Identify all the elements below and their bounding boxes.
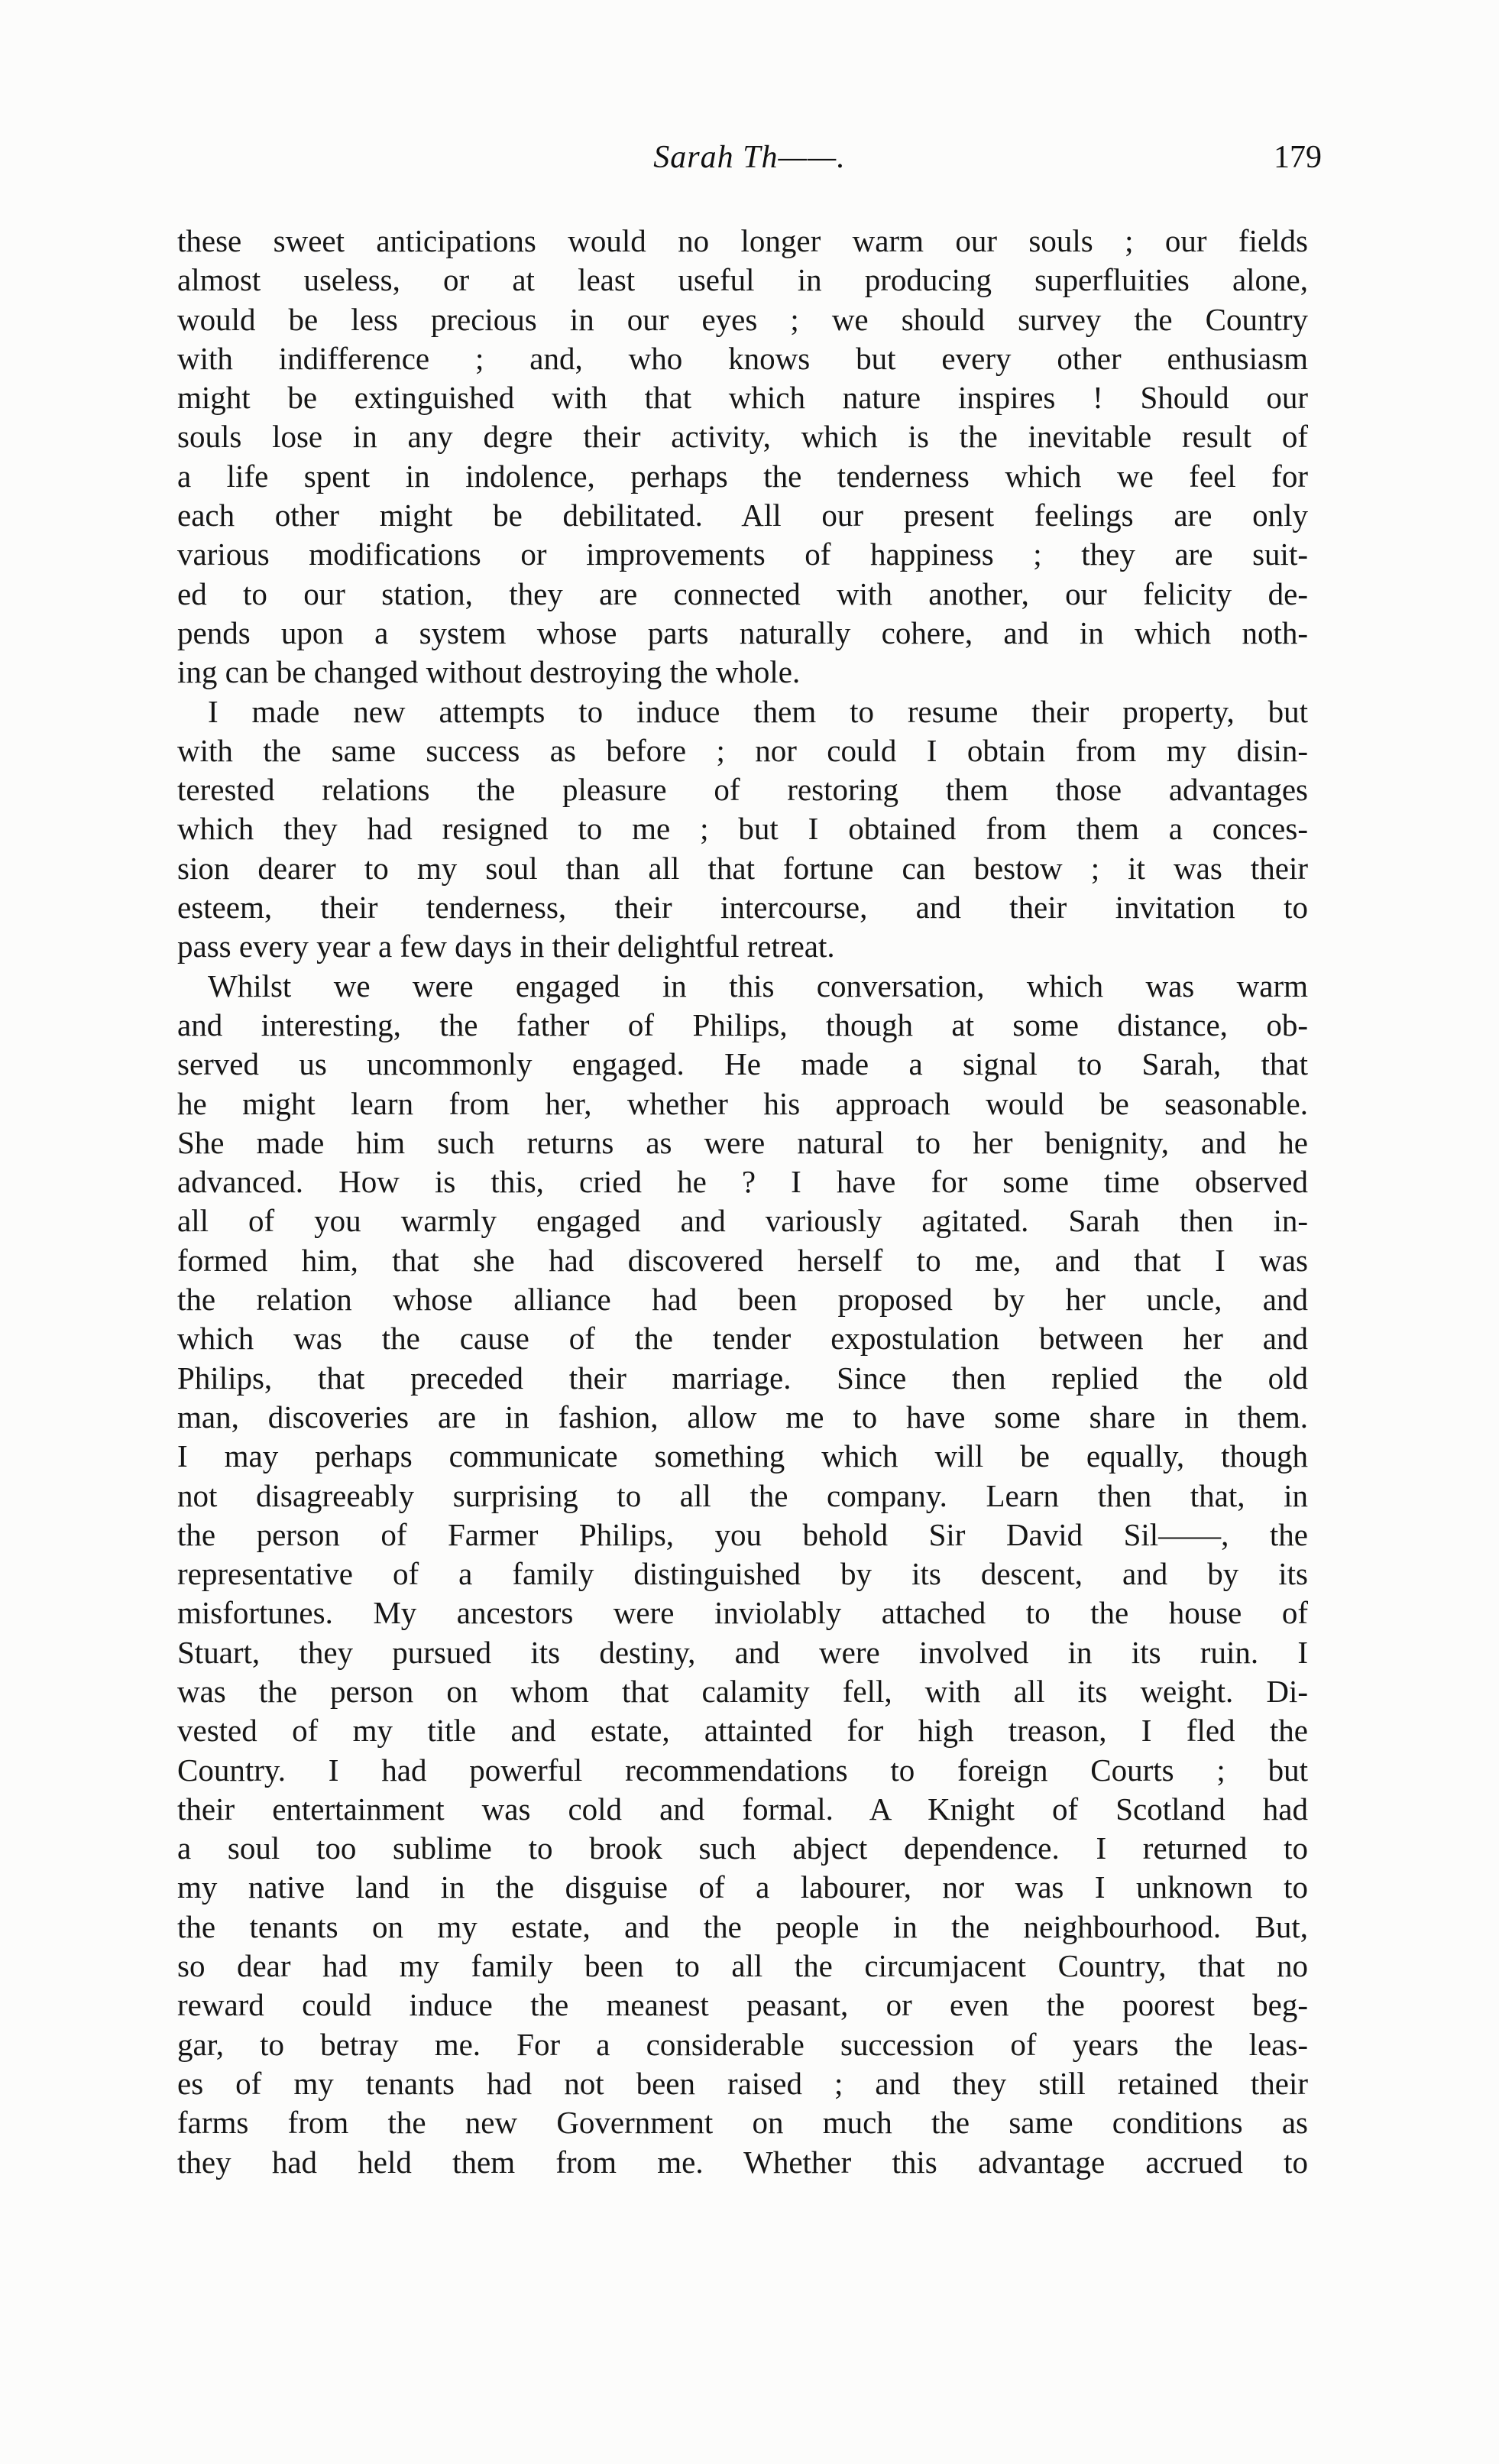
text-line: a life spent in indolence, perhaps the tenderness which we feel for <box>177 458 1308 494</box>
text-line: not disagreeably surprising to all the company. Learn then that, in <box>177 1477 1308 1513</box>
text-line: esteem, their tenderness, their intercourse, and their invitation to <box>177 890 1308 926</box>
text-line: Whilst we were engaged in this conversation, which was warm <box>208 968 1308 1003</box>
text-line: the person of Farmer Philips, you behold Sir David Sil——, the <box>177 1516 1308 1552</box>
text-line: es of my tenants had not been raised ; and they still retained their <box>177 2065 1308 2101</box>
text-line: representative of a family distinguished by its descent, and by its <box>177 1556 1308 1592</box>
text-line: my native land in the disguise of a labourer, nor was I unknown to <box>177 1869 1308 1905</box>
text-line: souls lose in any degre their activity, which is the inevitable result of <box>177 419 1308 455</box>
text-line: which was the cause of the tender expostulation between her and <box>177 1321 1308 1357</box>
paragraph <box>177 222 1308 692</box>
text-line: Philips, that preceded their marriage. Since then replied the old <box>177 1360 1308 1396</box>
text-line: served us uncommonly engaged. He made a signal to Sarah, that <box>177 1046 1308 1082</box>
text-line: I made new attempts to induce them to resume their property, but <box>208 693 1308 729</box>
text-line: their entertainment was cold and formal. A Knight of Scotland had <box>177 1791 1308 1827</box>
text-line: Country. I had powerful recommendations to foreign Courts ; but <box>177 1752 1308 1788</box>
text-line: so dear had my family been to all the circumjacent Country, that no <box>177 1948 1308 1984</box>
text-line: might be extinguished with that which nature inspires ! Should our <box>177 380 1308 416</box>
text-line: would be less precious in our eyes ; we should survey the Country <box>177 301 1308 337</box>
text-line: terested relations the pleasure of restoring them those advantages <box>177 772 1308 808</box>
page-number: 179 <box>1274 140 1322 175</box>
text-line: She made him such returns as were natural to her benignity, and he <box>177 1124 1308 1160</box>
text-line: the tenants on my estate, and the people in the neighbourhood. But, <box>177 1908 1308 1944</box>
text-line: pends upon a system whose parts naturally cohere, and in which noth- <box>177 614 1308 650</box>
text-line: sion dearer to my soul than all that fortune can bestow ; it was their <box>177 850 1308 886</box>
text-line: he might learn from her, whether his approach would be seasonable. <box>177 1085 1308 1121</box>
text-line: farms from the new Government on much the same conditions as <box>177 2105 1308 2141</box>
text-line: with the same success as before ; nor could I obtain from my disin- <box>177 732 1308 768</box>
text-line: and interesting, the father of Philips, though at some distance, ob- <box>177 1007 1308 1042</box>
text-line: vested of my title and estate, attainted for high treason, I fled the <box>177 1713 1308 1749</box>
text-line: they had held them from me. Whether this advantage accrued to <box>177 2144 1308 2180</box>
text-line: reward could induce the meanest peasant, or even the poorest beg- <box>177 1987 1308 2023</box>
text-line: misfortunes. My ancestors were inviolably attached to the house of <box>177 1595 1308 1631</box>
text-line: ing can be changed without destroying the whole. <box>177 654 801 690</box>
text-line: a soul too sublime to brook such abject dependence. I returned to <box>177 1830 1308 1866</box>
paragraph <box>177 692 1308 967</box>
text-line: I may perhaps communicate something which will be equally, though <box>177 1438 1308 1474</box>
text-line: with indifference ; and, who knows but every other enthusiasm <box>177 340 1308 376</box>
text-line: pass every year a few days in their delightful retreat. <box>177 929 835 965</box>
text-line: the relation whose alliance had been proposed by her uncle, and <box>177 1282 1308 1318</box>
text-line: these sweet anticipations would no longer warm our souls ; our fields <box>177 223 1308 258</box>
text-line: ed to our station, they are connected with another, our felicity de- <box>177 575 1308 611</box>
text-line: was the person on whom that calamity fell, with all its weight. Di- <box>177 1673 1308 1709</box>
paragraph <box>177 967 1308 2182</box>
text-line: various modifications or improvements of happiness ; they are suit- <box>177 537 1308 572</box>
running-title: Sarah Th——. <box>653 140 846 175</box>
text-line: advanced. How is this, cried he ? I have for some time observed <box>177 1164 1308 1200</box>
text-line: which they had resigned to me ; but I obtained from them a conces- <box>177 811 1308 847</box>
text-line: each other might be debilitated. All our present feelings are only <box>177 498 1308 533</box>
text-line: all of you warmly engaged and variously agitated. Sarah then in- <box>177 1203 1308 1239</box>
text-line: Stuart, they pursued its destiny, and were involved in its ruin. I <box>177 1634 1308 1670</box>
text-line: gar, to betray me. For a considerable succession of years the leas- <box>177 2026 1308 2062</box>
text-line: man, discoveries are in fashion, allow me to have some share in them. <box>177 1399 1308 1435</box>
body-text <box>177 222 1308 2182</box>
text-line: almost useless, or at least useful in producing superfluities alone, <box>177 262 1308 298</box>
running-head <box>0 136 1499 185</box>
text-line: formed him, that she had discovered herself to me, and that I was <box>177 1242 1308 1278</box>
